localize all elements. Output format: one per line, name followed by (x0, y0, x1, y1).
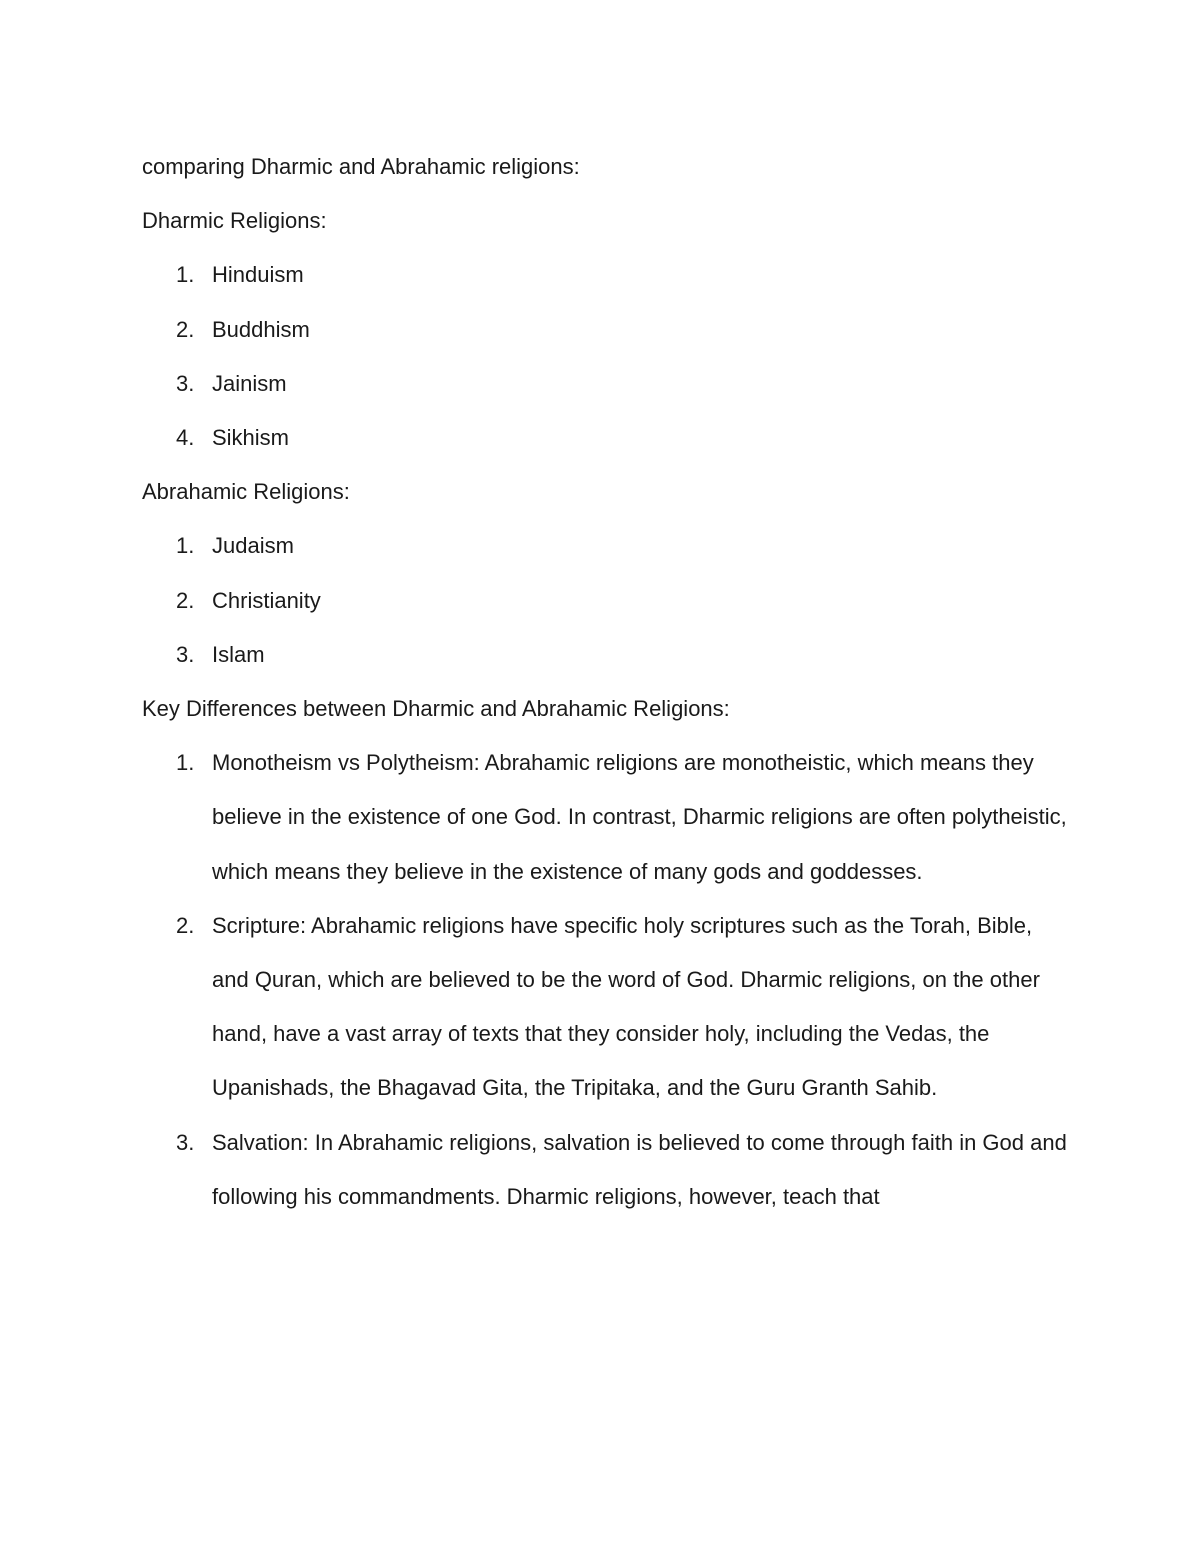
list-number: 2. (176, 912, 195, 938)
list-number: 1. (176, 750, 195, 776)
list-item (142, 736, 1072, 899)
list-text: Jainism (212, 370, 287, 396)
list-text: Hinduism (212, 262, 304, 288)
list-text: Christianity (212, 587, 321, 613)
list-number: 1. (176, 262, 195, 288)
list-number: 3. (176, 1129, 195, 1155)
list-item (142, 574, 1072, 628)
list-number: 3. (176, 370, 195, 396)
list-number: 2. (176, 587, 195, 613)
list-number: 4. (176, 425, 195, 451)
list-item (142, 1116, 1072, 1224)
list-item (142, 357, 1072, 411)
dharmic-list (142, 248, 1072, 465)
list-text: Judaism (212, 533, 294, 559)
list-text: Buddhism (212, 316, 310, 342)
list-item (142, 411, 1072, 465)
list-item (142, 628, 1072, 682)
list-text: Salvation: In Abrahamic religions, salvation is believed to come through faith in God and following his commandments. Dharmic religions, however, teach that (212, 1129, 1067, 1209)
abrahamic-heading: Abrahamic Religions: (142, 479, 350, 505)
list-number: 2. (176, 316, 195, 342)
list-text: Scripture: Abrahamic religions have specific holy scriptures such as the Torah, Bible, and Quran, which are believed to be the word of God. Dharmic religions, on the other hand, have a vast array of texts that they consider holy, including the Vedas, the Upanishads, the Bhagavad Gita, the Tripitaka, and the Guru Granth Sahib. (212, 912, 1040, 1101)
intro-text: comparing Dharmic and Abrahamic religions: (142, 154, 580, 179)
list-item (142, 899, 1072, 1116)
list-number: 1. (176, 533, 195, 559)
list-text: Sikhism (212, 425, 290, 451)
document-body (142, 140, 1072, 1224)
list-number: 3. (176, 641, 195, 667)
list-text: Islam (212, 641, 265, 667)
list-item (142, 303, 1072, 357)
differences-list (142, 736, 1072, 1224)
list-item (142, 519, 1072, 573)
dharmic-heading: Dharmic Religions: (142, 208, 327, 234)
differences-heading: Key Differences between Dharmic and Abrahamic Religions: (142, 696, 730, 722)
abrahamic-list (142, 519, 1072, 682)
list-text: Monotheism vs Polytheism: Abrahamic religions are monotheistic, which means they believe in the existence of one God. In contrast, Dharmic religions are often polytheistic, which means they believe in the existence of many gods and goddesses. (212, 750, 1067, 884)
list-item (142, 248, 1072, 302)
